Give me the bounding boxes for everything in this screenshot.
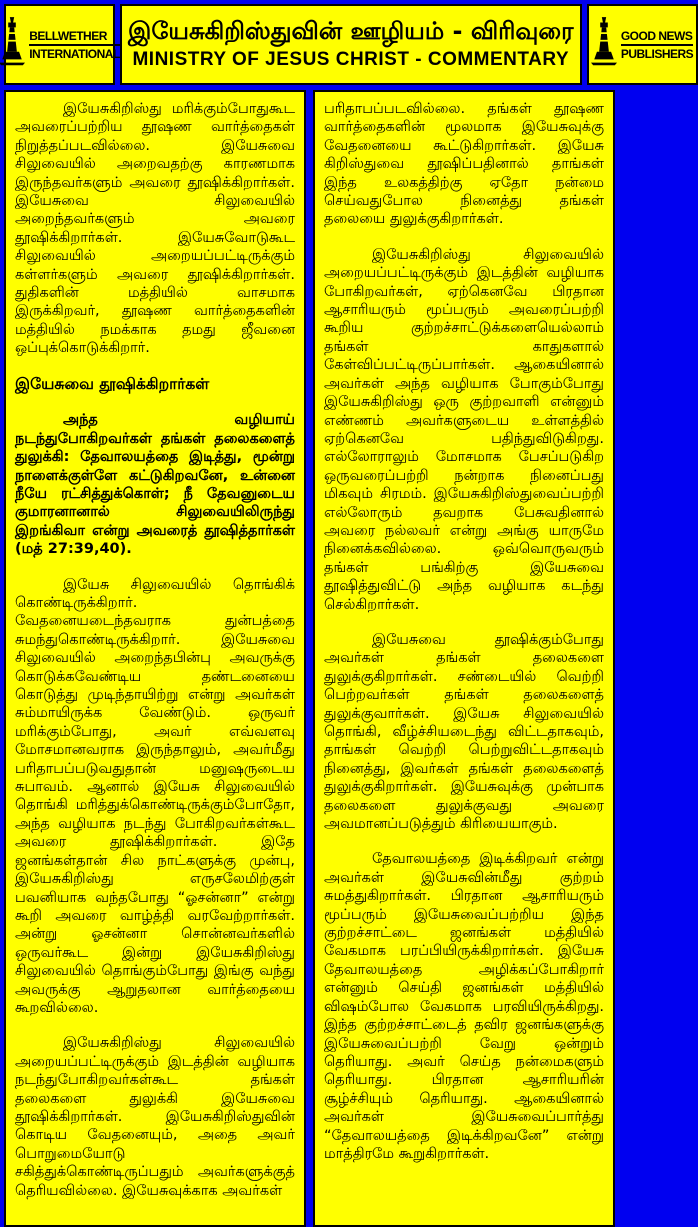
paragraph: இயேசுகிறிஸ்து மரிக்கும்போதுகூட அவரைப்பற்றிய தூஷண வார்த்தைகள் நிறுத்தப்படவில்லை. இயேசுவை சிலுவையில் அறைவதற்கு காரணமாக இருந்தவர்களும் அவரை தூஷிக்கிறார்கள். இயேசுவை சிலுவையில் அறைந்தவர்களும் அவரை தூஷிக்கிறார்கள். இயேசுவோடுகூட சிலுவையில் அறையப்பட்டிருக்கும் கள்ளர்களும் அவரை தூஷிக்கிறார்கள். துதிகளின் மத்தியில் வாசமாக இருக்கிறவர், தூஷண வார்த்தைகளின் மத்தியில் நமக்காக தமது ஜீவனை ஒப்புக்கொடுக்கிறார்.: [15, 101, 295, 357]
content-body: [4, 90, 615, 1227]
content-column-left: [4, 90, 306, 1227]
header-title-box: [120, 4, 582, 85]
content-column-right: [313, 90, 615, 1227]
lighthouse-icon: [0, 16, 25, 73]
logo-goodnews-line1: GOOD NEWS: [621, 29, 693, 46]
scripture-quote: அந்த வழியாய் நடந்துபோகிறவர்கள் தங்கள் தலைகளைத் துலுக்கி: தேவாலயத்தை இடித்து, மூன்று நாளைக்குள்ளே கட்டுகிறவனே, உன்னை நீயே ரட்சித்துக்கொள்; நீ தேவனுடைய குமாரனானால் சிலுவையிலிருந்து இறங்கிவா என்று அவரைத் தூஷித்தார்கள் (மத் 27:39,40).: [15, 412, 295, 558]
goodnews-logo-box: [587, 4, 698, 85]
lighthouse-icon: [591, 16, 617, 73]
logo-bellwether-line2: INTERNATIONAL: [29, 46, 120, 61]
header: [4, 4, 694, 85]
page-title-tamil: இயேசுகிறிஸ்துவின் ஊழியம் - விரிவுரை: [128, 17, 574, 46]
logo-bellwether-line1: BELLWETHER: [29, 29, 120, 46]
paragraph: இயேசுவை தூஷிக்கும்போது அவர்கள் தங்கள் தலைகளை துலுக்குகிறார்கள். சண்டையில் வெற்றி பெற்றவர்கள் தங்கள் தலைகளைத் துலுக்குவார்கள். இயேசு சிலுவையில் தொங்கி, வீழ்ச்சியடைந்து விட்டதாகவும், தாங்கள் வெற்றி பெற்றுவிட்டதாகவும் நினைத்து, இவர்கள் தங்கள் தலைகளைத் துலுக்குகிறார்கள். இயேசுவுக்கு முன்பாக தலைகளை துலுக்குவது அவரை அவமானப்படுத்தும் கிரியையாகும்.: [324, 631, 604, 833]
paragraph: பரிதாபப்படவில்லை. தங்கள் தூஷண வார்த்தைகளின் மூலமாக இயேசுவுக்கு வேதனையை கூட்டுகிறார்கள். இயேசு கிறிஸ்துவை தூஷிப்பதினால் தாங்கள் இந்த உலகத்திற்கு ஏதோ நன்மை செய்வதுபோல நினைத்து தங்கள் தலையை துலுக்குகிறார்கள்.: [324, 101, 604, 228]
section-heading: இயேசுவை தூஷிக்கிறார்கள்: [15, 374, 210, 393]
paragraph: இயேசு சிலுவையில் தொங்கிக் கொண்டிருக்கிறார். வேதனையடைந்தவராக துன்பத்தை சுமந்துகொண்டிருக்கிறார். இயேசுவை சிலுவையில் அறைந்தபின்பு அவருக்கு கொடுக்கவேண்டிய தண்டனையை கொடுத்து முடிந்தாயிற்று என்று அவர்கள் சும்மாயிருக்க வேண்டும். ஒருவர் மரிக்கும்போது, அவர் எவ்வளவு மோசமானவராக இருந்தாலும், அவர்மீது பரிதாபப்படுவதுதான் மனுஷருடைய சுபாவம். ஆனால் இயேசு சிலுவையில் தொங்கி மரித்துக்கொண்டிருக்கும்போதோ, அந்த வழியாக நடந்து போகிறவர்கள்கூட அவரை தூஷிக்கிறார்கள். இதே ஜனங்கள்தான் சில நாட்களுக்கு முன்பு, இயேசுகிறிஸ்து எருசலேமிற்குள் பவனியாக வந்தபோது “ஓசன்னா” என்று கூறி அவரை வாழ்த்தி வரவேற்றார்கள். அன்று ஓசன்னா சொன்னவர்களில் ஒருவர்கூட இன்று இயேசுகிறிஸ்து சிலுவையில் தொங்கும்போது இங்கு வந்து அவருக்கு ஆறுதலான வார்த்தையை கூறவில்லை.: [15, 576, 295, 1016]
bellwether-logo-box: [4, 4, 120, 85]
paragraph: இயேசுகிறிஸ்து சிலுவையில் அறையப்பட்டிருக்கும் இடத்தின் வழியாக போகிறவர்கள், ஏற்கெனவே பிரதான ஆசாரியரும் மூப்பரும் அவரைப்பற்றி கூறிய குற்றச்சாட்டுக்களையெல்லாம் தங்கள் காதுகளால் கேள்விப்பட்டிருப்பார்கள். ஆகையினால் அவர்கள் அந்த வழியாக போகும்போது இயேசுகிறிஸ்து ஒரு குற்றவாளி என்னும் எண்ணம் அவர்களுடைய உள்ளத்தில் ஏற்கெனவே பதிந்துவிடுகிறது. எல்லோராலும் மோசமாக பேசப்படுகிற ஒருவரைப்பற்றி நன்றாக நினைப்பது மிகவும் சிரமம். இயேசுகிறிஸ்துவைப்பற்றி எல்லோரும் தவறாக பேசுவதினால் அவரை நல்லவர் என்று அங்கு யாருமே நினைக்கவில்லை. ஒவ்வொருவரும் தங்கள் பங்கிற்கு இயேசுவை தூஷித்துவிட்டு அந்த வழியாக கடந்து செல்கிறார்கள்.: [324, 246, 604, 613]
bellwether-logo-text: [29, 29, 120, 61]
goodnews-logo-text: [621, 29, 693, 61]
paragraph: இயேசுகிறிஸ்து சிலுவையில் அறையப்பட்டிருக்கும் இடத்தின் வழியாக நடந்துபோகிறவர்கள்கூட தங்கள் தலைகளை துலுக்கி இயேசுவை தூஷிக்கிறார்கள். இயேசுகிறிஸ்துவின் கொடிய வேதனையும், அதை அவர் பொறுமையோடு சகித்துக்கொண்டிருப்பதும் அவர்களுக்குத் தெரியவில்லை. இயேசுவுக்காக அவர்கள்: [15, 1035, 295, 1199]
page-title-english: MINISTRY OF JESUS CHRIST - COMMENTARY: [132, 48, 570, 70]
paragraph: தேவாலயத்தை இடிக்கிறவர் என்று அவர்கள் இயேசுவின்மீது குற்றம் சுமத்துகிறார்கள். பிரதான ஆசாரியரும் மூப்பரும் இயேசுவைப்பற்றிய இந்த குற்றச்சாட்டை ஜனங்கள் மத்தியில் வேகமாக பரப்பியிருக்கிறார்கள். இயேசு தேவாலயத்தை அழிக்கப்போகிறார் என்னும் செய்தி ஜனங்கள் மத்தியில் விஷம்போல வேகமாக பரவியிருக்கிறது. இந்த குற்றச்சாட்டைத் தவிர ஜனங்களுக்கு இயேசுவைப்பற்றி வேறு ஒன்றும் தெரியாது. அவர் செய்த நன்மைகளும் தெரியாது. பிரதான ஆசாரியரின் சூழ்ச்சியும் தெரியாது. ஆகையினால் அவர்கள் இயேசுவைப்பார்த்து “தேவாலயத்தை இடிக்கிறவனே” என்று மாத்திரமே கூறுகிறார்கள்.: [324, 851, 604, 1162]
logo-goodnews-line2: PUBLISHERS: [620, 46, 694, 61]
